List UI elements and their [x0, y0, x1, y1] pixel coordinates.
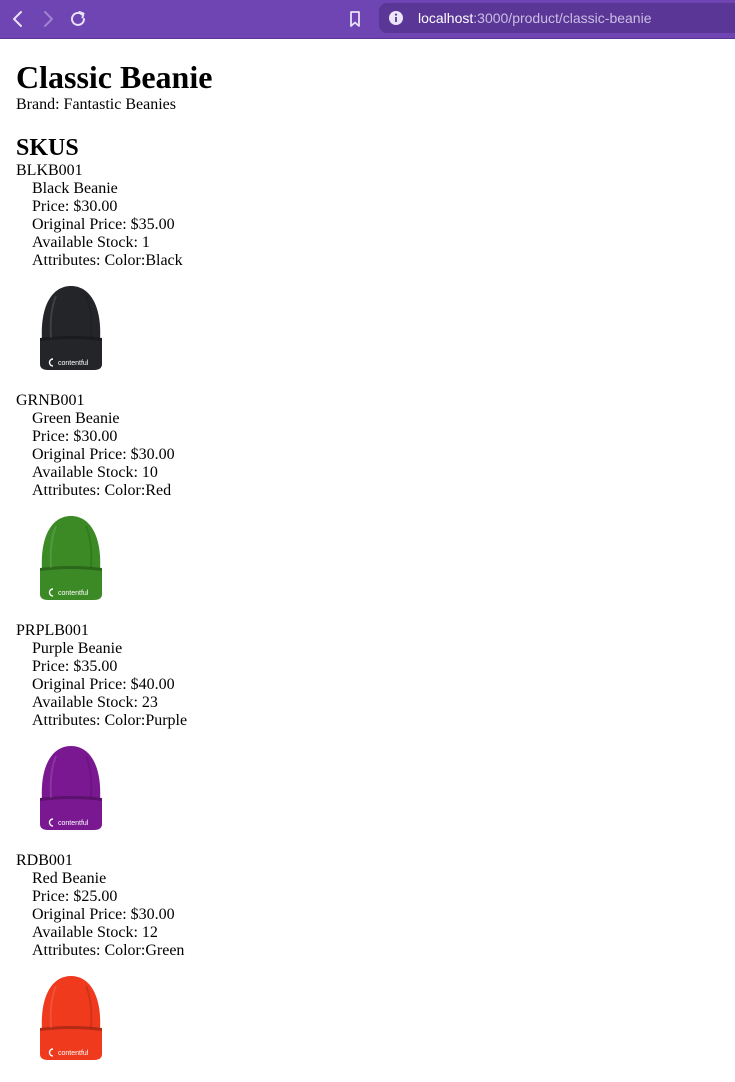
sku-name: Green Beanie	[32, 410, 120, 427]
image-logo-text: contentful	[58, 820, 89, 827]
url-text	[418, 10, 652, 26]
chevron-right-icon	[36, 7, 60, 31]
sku-original-price: Original Price: $35.00	[32, 216, 175, 233]
sku-code: BLKB001	[16, 162, 83, 179]
page-content	[16, 38, 716, 1082]
sku-image	[36, 738, 126, 838]
url-host: localhost	[418, 10, 474, 26]
sku-name: Red Beanie	[32, 870, 107, 887]
image-logo-text: contentful	[58, 360, 89, 367]
sku-item	[16, 852, 716, 1068]
sku-item	[16, 622, 716, 838]
sku-list	[16, 162, 716, 1068]
skus-heading: SKUS	[16, 135, 79, 161]
beanie-image-icon	[36, 508, 106, 608]
image-logo-text: contentful	[58, 590, 89, 597]
sku-attributes: Attributes: Color:Black	[32, 252, 183, 269]
sku-item	[16, 162, 716, 378]
sku-price: Price: $30.00	[32, 198, 118, 215]
sku-item	[16, 392, 716, 608]
browser-toolbar	[0, 0, 735, 39]
bookmark-button[interactable]	[343, 7, 367, 31]
sku-details	[32, 640, 716, 730]
url-path: :3000/product/classic-beanie	[473, 10, 652, 26]
chevron-left-icon	[6, 7, 30, 31]
sku-stock: Available Stock: 10	[32, 464, 158, 481]
beanie-image-icon	[36, 968, 106, 1068]
sku-details	[32, 870, 716, 960]
sku-stock: Available Stock: 23	[32, 694, 158, 711]
info-icon[interactable]	[388, 10, 404, 26]
reload-button[interactable]	[66, 7, 90, 31]
sku-name: Purple Beanie	[32, 640, 123, 657]
sku-attributes: Attributes: Color:Red	[32, 482, 172, 499]
sku-original-price: Original Price: $30.00	[32, 906, 175, 923]
sku-code: GRNB001	[16, 392, 85, 409]
sku-code: PRPLB001	[16, 622, 89, 639]
sku-image	[36, 278, 126, 378]
sku-stock: Available Stock: 12	[32, 924, 158, 941]
sku-stock: Available Stock: 1	[32, 234, 150, 251]
sku-image	[36, 968, 126, 1068]
image-logo-text: contentful	[58, 1050, 89, 1057]
address-bar[interactable]	[379, 3, 735, 33]
sku-price: Price: $30.00	[32, 428, 118, 445]
sku-name: Black Beanie	[32, 180, 118, 197]
product-brand: Brand: Fantastic Beanies	[16, 96, 176, 113]
forward-button[interactable]	[36, 7, 60, 31]
back-button[interactable]	[6, 7, 30, 31]
sku-price: Price: $25.00	[32, 888, 118, 905]
sku-details	[32, 410, 716, 500]
sku-code: RDB001	[16, 852, 73, 869]
reload-icon	[66, 7, 90, 31]
sku-original-price: Original Price: $40.00	[32, 676, 175, 693]
product-title: Classic Beanie	[16, 59, 213, 95]
beanie-image-icon	[36, 738, 106, 838]
bookmark-icon	[343, 7, 367, 31]
sku-original-price: Original Price: $30.00	[32, 446, 175, 463]
beanie-image-icon	[36, 278, 106, 378]
sku-image	[36, 508, 126, 608]
sku-details	[32, 180, 716, 270]
sku-price: Price: $35.00	[32, 658, 118, 675]
sku-attributes: Attributes: Color:Purple	[32, 712, 188, 729]
sku-attributes: Attributes: Color:Green	[32, 942, 185, 959]
